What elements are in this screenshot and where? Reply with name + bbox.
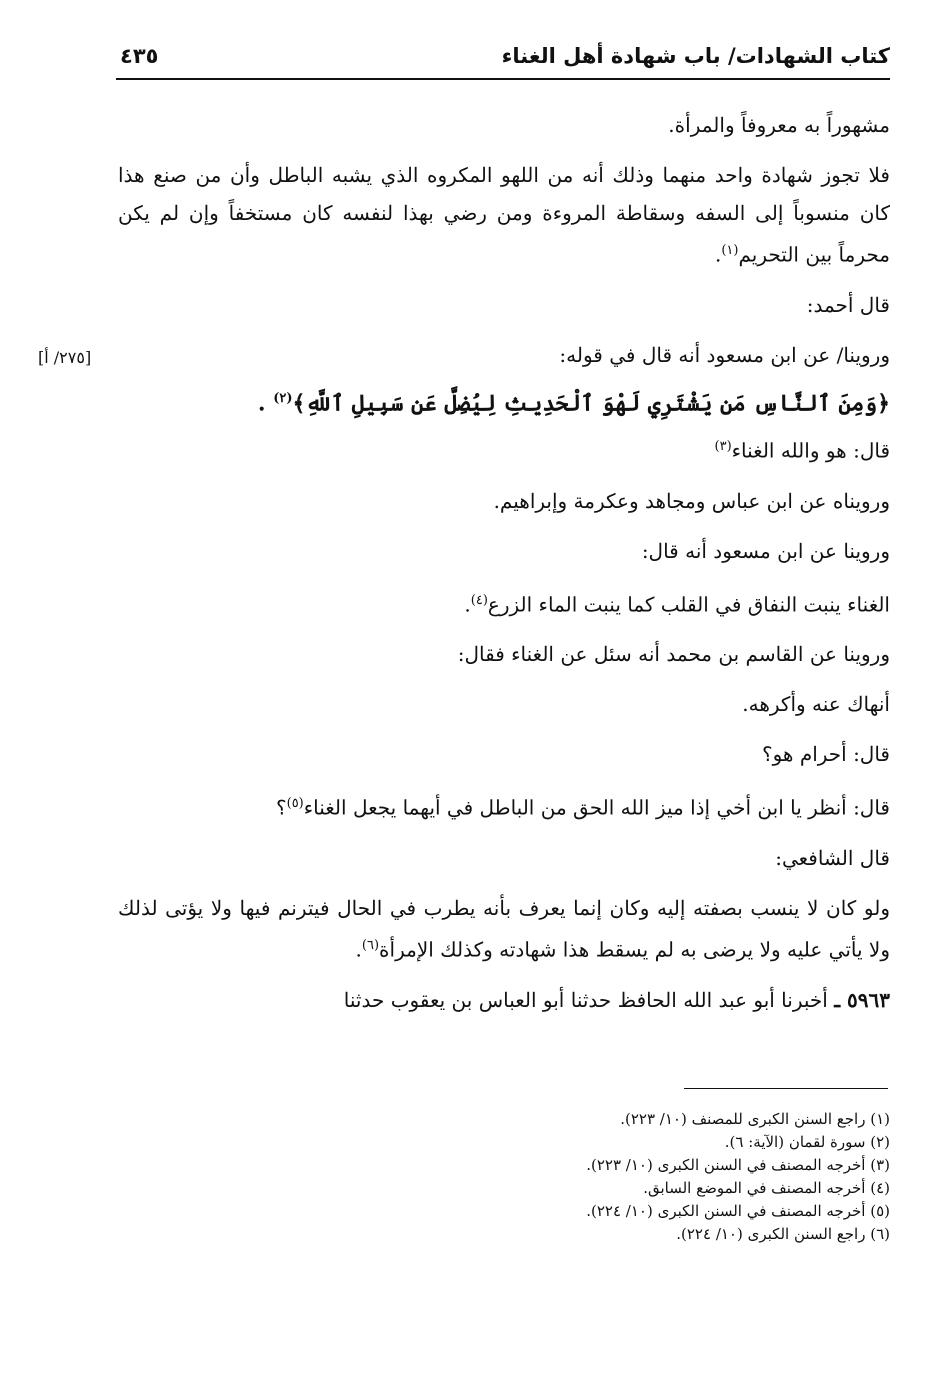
paragraph: ولو كان لا ينسب بصفته إليه وكان إنما يعرف بأنه يطرب في الحال فيترنم فيها ولا يؤتى لذلك ولا يأتي عليه ولا يرضى به لم يسقط هذا شهادته وكذلك الإمرأة$^{(٦)}$. [118, 895, 890, 962]
paragraph: قال: أحرام هو؟ [761, 742, 890, 767]
paragraph: مشهوراً به معروفاً والمرأة. [668, 113, 890, 137]
footnote-ref: (٢) [273, 390, 293, 406]
quran-verse: ﴿وَمِنَ ٱلنَّاسِ مَن يَشْتَرِي لَهْوَ ٱلْحَدِيثِ لِيُضِلَّ عَن سَبِيلِ ٱللَّهِ﴾$^{(٢)}$ . [257, 389, 890, 416]
header-title: كتاب الشهادات/ باب شهادة أهل الغناء [501, 44, 890, 68]
footnote: (٣) أخرجه المصنف في السنن الكبرى (١٠/ ٢٢٣). [586, 1156, 890, 1174]
paragraph: قال: أنظر يا ابن أخي إذا ميز الله الحق من الباطل في أيهما يجعل الغناء$^{(٥)}$؟ [275, 795, 890, 820]
footnote: (١) راجع السنن الكبرى للمصنف (١٠/ ٢٢٣). [620, 1110, 890, 1128]
hadith-number: ٥٩٦٣ ـ [834, 987, 890, 1012]
paragraph: وروينا عن ابن مسعود أنه قال: [641, 538, 890, 563]
paragraph: الغناء ينبت النفاق في القلب كما ينبت الماء الزرع$^{(٤)}$. [464, 592, 890, 617]
footnote: (٤) أخرجه المصنف في الموضع السابق. [643, 1179, 890, 1197]
footnote: (٦) راجع السنن الكبرى (١٠/ ٢٢٤). [676, 1225, 890, 1243]
footnotes [400, 1108, 890, 1246]
footnote-ref: (٤) [470, 592, 488, 608]
footnote-ref: (٣) [714, 438, 732, 454]
margin-folio-note: [٢٧٥/ أ] [38, 348, 92, 367]
paragraph: ورويناه عن ابن عباس ومجاهد وعكرمة وإبراهيم. [493, 488, 890, 513]
paragraph: قال: هو والله الغناء$^{(٣)}$ [714, 438, 890, 463]
paragraph: وروينا/ عن ابن مسعود أنه قال في قوله: [559, 342, 890, 367]
footnote-separator [684, 1088, 888, 1089]
paragraph: أنهاك عنه وأكرهه. [742, 692, 890, 717]
paragraph: فلا تجوز شهادة واحد منهما وذلك أنه من اللهو المكروه الذي يشبه الباطل وأن من صنع هذا كان منسوباً إلى السفه وسقاطة المروءة ومن رضي بهذا لنفسه كان مستخفاً وإن لم يكن محرماً بين التحريم$^{(١)}$. [118, 163, 890, 267]
page-number: ٤٣٥ [120, 44, 159, 68]
paragraph: ٥٩٦٣ ـ أخبرنا أبو عبد الله الحافظ حدثنا أبو العباس بن يعقوب حدثنا [343, 987, 890, 1012]
main-text [118, 106, 890, 1019]
paragraph: قال الشافعي: [775, 845, 890, 870]
running-header [116, 40, 890, 80]
footnote: (٢) سورة لقمان (الآية: ٦). [724, 1133, 890, 1151]
paragraph: وروينا عن القاسم بن محمد أنه سئل عن الغناء فقال: [457, 642, 890, 667]
footnote: (٥) أخرجه المصنف في السنن الكبرى (١٠/ ٢٢٤). [586, 1202, 890, 1220]
footnote-ref: (٥) [286, 796, 304, 812]
footnote-ref: (٦) [361, 937, 380, 953]
paragraph: قال أحمد: [806, 292, 890, 317]
footnote-ref: (١) [721, 243, 739, 258]
